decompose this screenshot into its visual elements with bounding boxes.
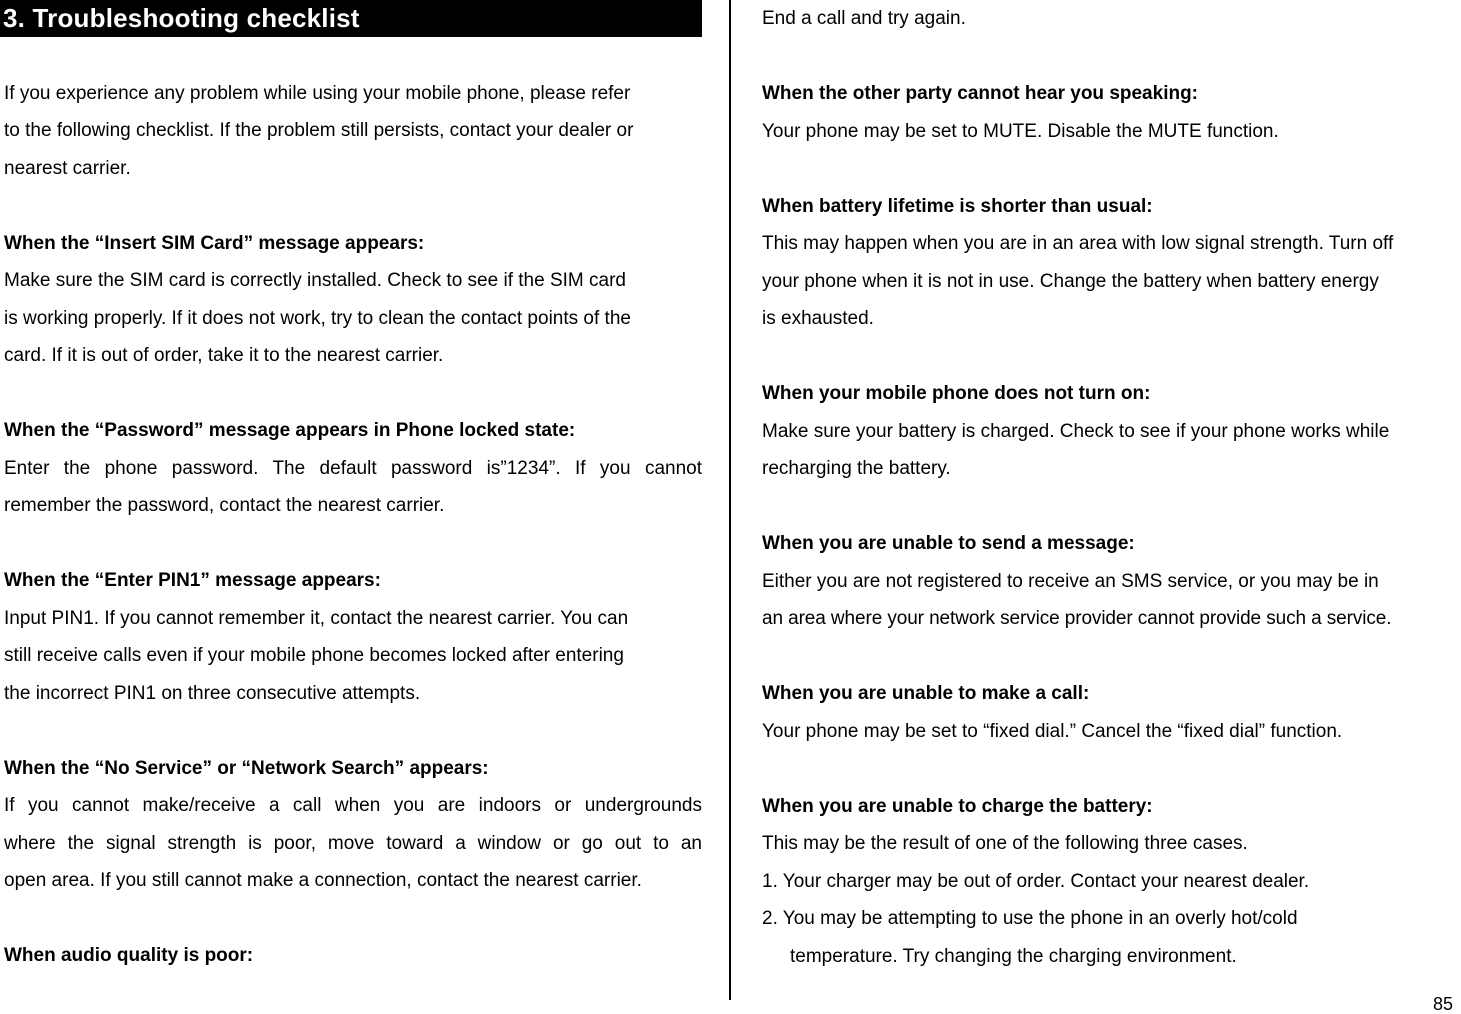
page-number: 85 [1433,994,1454,1014]
left-content [0,37,702,975]
section-line: Either you are not registered to receive an SMS service, or you may be in [762,570,1379,592]
section-line: Enter the phone password. The default password is”1234”. If you cannot [4,457,702,479]
section-line: This may be the result of one of the following three cases. [762,833,1248,854]
intro-line: nearest carrier. [4,157,131,179]
section-heading: When the “Password” message appears in Phone locked state: [4,420,576,441]
section-line: temperature. Try changing the charging environment. [790,945,1237,967]
section-heading: When the “Enter PIN1” message appears: [4,570,381,591]
section-line: an area where your network service provider cannot provide such a service. [762,608,1392,629]
section-title: 3. Troubleshooting checklist [0,0,702,37]
section-line: the incorrect PIN1 on three consecutive attempts. [4,682,421,704]
section-line: 1. Your charger may be out of order. Contact your nearest dealer. [762,870,1310,892]
section-line: Make sure the SIM card is correctly installed. Check to see if the SIM card [4,270,626,291]
section-line: your phone when it is not in use. Change the battery when battery energy [762,270,1379,292]
section-line: is working properly. If it does not work, try to clean the contact points of the [4,307,631,329]
section-heading: When you are unable to send a message: [762,533,1135,554]
section-line: Your phone may be set to “fixed dial.” Cancel the “fixed dial” function. [762,720,1343,742]
intro-line: If you experience any problem while using your mobile phone, please refer [4,82,631,104]
section-heading: When the “Insert SIM Card” message appears: [4,232,425,254]
left-column [0,0,702,975]
section-heading: When battery lifetime is shorter than usual: [762,195,1153,217]
column-divider [729,0,731,1000]
section-line: 2. You may be attempting to use the phone in an overly hot/cold [762,908,1298,929]
section-line: Input PIN1. If you cannot remember it, contact the nearest carrier. You can [4,607,629,629]
section-heading: When you are unable to charge the battery: [762,795,1153,817]
section-heading: When the “No Service” or “Network Search” appears: [4,757,489,779]
section-line: open area. If you still cannot make a connection, contact the nearest carrier. [4,870,642,891]
right-column [762,0,1460,975]
intro-line: to the following checklist. If the problem still persists, contact your dealer or [4,120,634,141]
section-line: This may happen when you are in an area with low signal strength. Turn off [762,233,1394,254]
section-heading: When audio quality is poor: [4,945,254,966]
continuation-line: End a call and try again. [762,8,966,29]
section-heading: When you are unable to make a call: [762,683,1090,704]
section-line: remember the password, contact the nearest carrier. [4,495,445,516]
section-heading: When the other party cannot hear you speaking: [762,83,1199,104]
section-line: where the signal strength is poor, move toward a window or go out to an [4,832,702,854]
section-line: is exhausted. [762,308,874,329]
section-line: recharging the battery. [762,458,951,479]
section-heading: When your mobile phone does not turn on: [762,383,1151,404]
section-line: still receive calls even if your mobile phone becomes locked after entering [4,645,624,666]
section-line: card. If it is out of order, take it to the nearest carrier. [4,345,444,366]
section-line: Your phone may be set to MUTE. Disable the MUTE function. [762,120,1279,142]
section-line: Make sure your battery is charged. Check to see if your phone works while [762,420,1390,442]
section-line: If you cannot make/receive a call when you are indoors or undergrounds [4,795,702,816]
